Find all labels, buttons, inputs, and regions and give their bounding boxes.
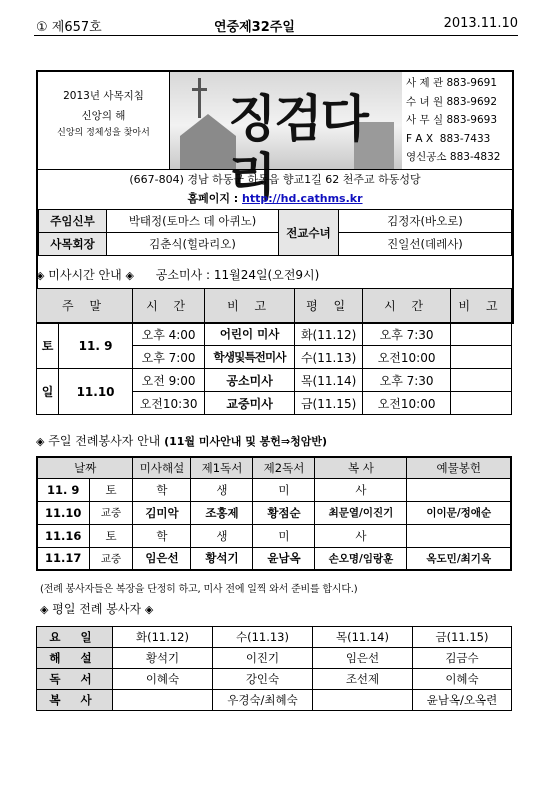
issue-number: ① 제657호 — [36, 20, 102, 35]
mass-schedule-table — [36, 288, 512, 415]
nun-name-2: 진일선(데레사) — [339, 233, 512, 256]
pastor-label: 주임신부 — [39, 210, 107, 233]
masthead — [36, 70, 514, 324]
weekday-section-title: 평일 전례 봉사자 — [52, 602, 142, 616]
weekday-date: 목(11.14) — [295, 369, 363, 392]
mission-mass-note: 공소미사 : 11월24일(오전9시) — [155, 268, 320, 282]
mass-section-title: 미사시간 안내 — [48, 268, 122, 282]
contact-item: F A X 883-7433 — [406, 132, 491, 145]
serve-section-heading — [36, 432, 327, 449]
nun-label: 전교수녀 — [279, 210, 339, 256]
diamond-icon: ◈ — [144, 603, 154, 616]
homepage-label: 홈페이지 : — [187, 192, 243, 205]
row-label: 요 일 — [37, 627, 113, 648]
weekday-note — [451, 392, 512, 415]
contact-item: 사 제 관 883-9691 — [406, 77, 498, 89]
mass-section-heading — [36, 266, 319, 283]
col-date: 날짜 — [37, 457, 133, 478]
weekday-time: 오후 7:30 — [363, 369, 451, 392]
diamond-icon: ◈ — [36, 435, 45, 448]
sunday-servers-table — [36, 456, 512, 571]
sat-label: 토 — [37, 323, 59, 369]
homepage-link[interactable]: http://hd.cathms.kr — [242, 192, 363, 205]
col-time: 시 간 — [133, 289, 205, 323]
table-header-row — [37, 289, 512, 323]
mass-note: 교중미사 — [205, 392, 295, 415]
council-name: 김춘식(힐라리오) — [107, 233, 279, 256]
row-label: 해 설 — [37, 648, 113, 669]
mass-note: 어린이 미사 — [205, 323, 295, 346]
table-row: 11. 9 토 학 생 미 사 — [37, 478, 511, 501]
servers-reminder: (전례 봉사자들은 복장을 단정히 하고, 미사 전에 일찍 와서 준비를 합시다.) — [40, 584, 358, 595]
issue-header — [34, 14, 518, 36]
nun-name-1: 김정자(바오로) — [339, 210, 512, 233]
contact-item: 사 무 실 883-9693 — [406, 114, 498, 126]
pastor-name: 박태정(토마스 데 아퀴노) — [107, 210, 279, 233]
issue-date: 2013.11.10 — [443, 16, 518, 31]
table-row: 11.16 토 학 생 미 사 — [37, 524, 511, 547]
table-row: 복 사 우경숙/최혜숙 윤남옥/오옥련 — [37, 690, 512, 711]
table-row: 해 설 황석기 이진기 임은선 김금수 — [37, 648, 512, 669]
weekday-time: 오후 7:30 — [363, 323, 451, 346]
sun-label: 일 — [37, 369, 59, 415]
weekday-time: 오전10:00 — [363, 392, 451, 415]
mass-time: 오전10:30 — [133, 392, 205, 415]
cross-icon — [192, 78, 206, 118]
weekday-date: 수(11.13) — [295, 346, 363, 369]
col-weekday: 평 일 — [295, 289, 363, 323]
contact-item: 수 녀 원 883-9692 — [406, 95, 498, 108]
pastoral-motto-box — [38, 72, 170, 169]
col-note: 비 고 — [451, 289, 512, 323]
serve-section-title: 주일 전례봉사자 안내 — [48, 434, 161, 448]
sat-date: 11. 9 — [59, 323, 133, 369]
staff-table — [38, 209, 512, 256]
contact-list — [402, 74, 514, 167]
row-label: 독 서 — [37, 669, 113, 690]
motto-year: 2013년 사목지침 — [63, 90, 144, 102]
mass-note: 공소미사 — [205, 369, 295, 392]
weekday-date: 금(11.15) — [295, 392, 363, 415]
mass-time: 오후 4:00 — [133, 323, 205, 346]
mass-time: 오후 7:00 — [133, 346, 205, 369]
diamond-icon: ◈ — [125, 269, 134, 282]
weekday-note — [451, 346, 512, 369]
col-reading1: 제1독서 — [191, 457, 253, 478]
col-commentator: 미사해설 — [133, 457, 191, 478]
col-weekend: 주 말 — [37, 289, 133, 323]
col-reading2: 제2독서 — [253, 457, 315, 478]
contact-item: 영신공소 883-4832 — [406, 151, 501, 163]
diamond-icon: ◈ — [36, 269, 45, 282]
col-offertory: 예물봉헌 — [407, 457, 511, 478]
mass-time: 오전 9:00 — [133, 369, 205, 392]
table-header-row — [37, 457, 511, 478]
serve-section-sub: (11월 미사안내 및 봉헌⇒청암반) — [164, 435, 328, 448]
col-time: 시 간 — [363, 289, 451, 323]
weekday-note — [451, 369, 512, 392]
table-row: 11.10 교중 김미악 조홍제 황점순 최문열/이진기 이이문/정애순 — [37, 501, 511, 524]
weekday-section-heading — [40, 600, 153, 617]
table-row: 11.17 교중 임은선 황석기 윤남옥 손오명/임랑훈 옥도민/최기옥 — [37, 547, 511, 570]
col-note: 비 고 — [205, 289, 295, 323]
table-row — [37, 323, 512, 346]
sun-date: 11.10 — [59, 369, 133, 415]
table-row: 요 일 화(11.12) 수(11.13) 목(11.14) 금(11.15) — [37, 627, 512, 648]
mass-note: 학생및특전미사 — [205, 346, 295, 369]
row-label: 복 사 — [37, 690, 113, 711]
council-label: 사목회장 — [39, 233, 107, 256]
weekday-servers-table — [36, 626, 512, 711]
liturgical-week: 연중제32주일 — [214, 20, 295, 35]
motto-theme: 신앙의 해 — [81, 110, 126, 122]
weekday-date: 화(11.12) — [295, 323, 363, 346]
newsletter-title: 징검다리 — [228, 89, 367, 206]
motto-subtitle: 신앙의 정체성을 찾아서 — [57, 128, 150, 138]
homepage-line — [38, 189, 512, 209]
table-row — [37, 369, 512, 392]
col-altar-server: 복 사 — [315, 457, 407, 478]
weekday-time: 오전10:00 — [363, 346, 451, 369]
table-row: 독 서 이혜숙 강인숙 조선제 이혜숙 — [37, 669, 512, 690]
weekday-note — [451, 323, 512, 346]
parish-address: (667-804) 경남 하동군 하동읍 향교1길 62 천주교 하동성당 — [38, 169, 512, 189]
diamond-icon: ◈ — [40, 603, 49, 616]
